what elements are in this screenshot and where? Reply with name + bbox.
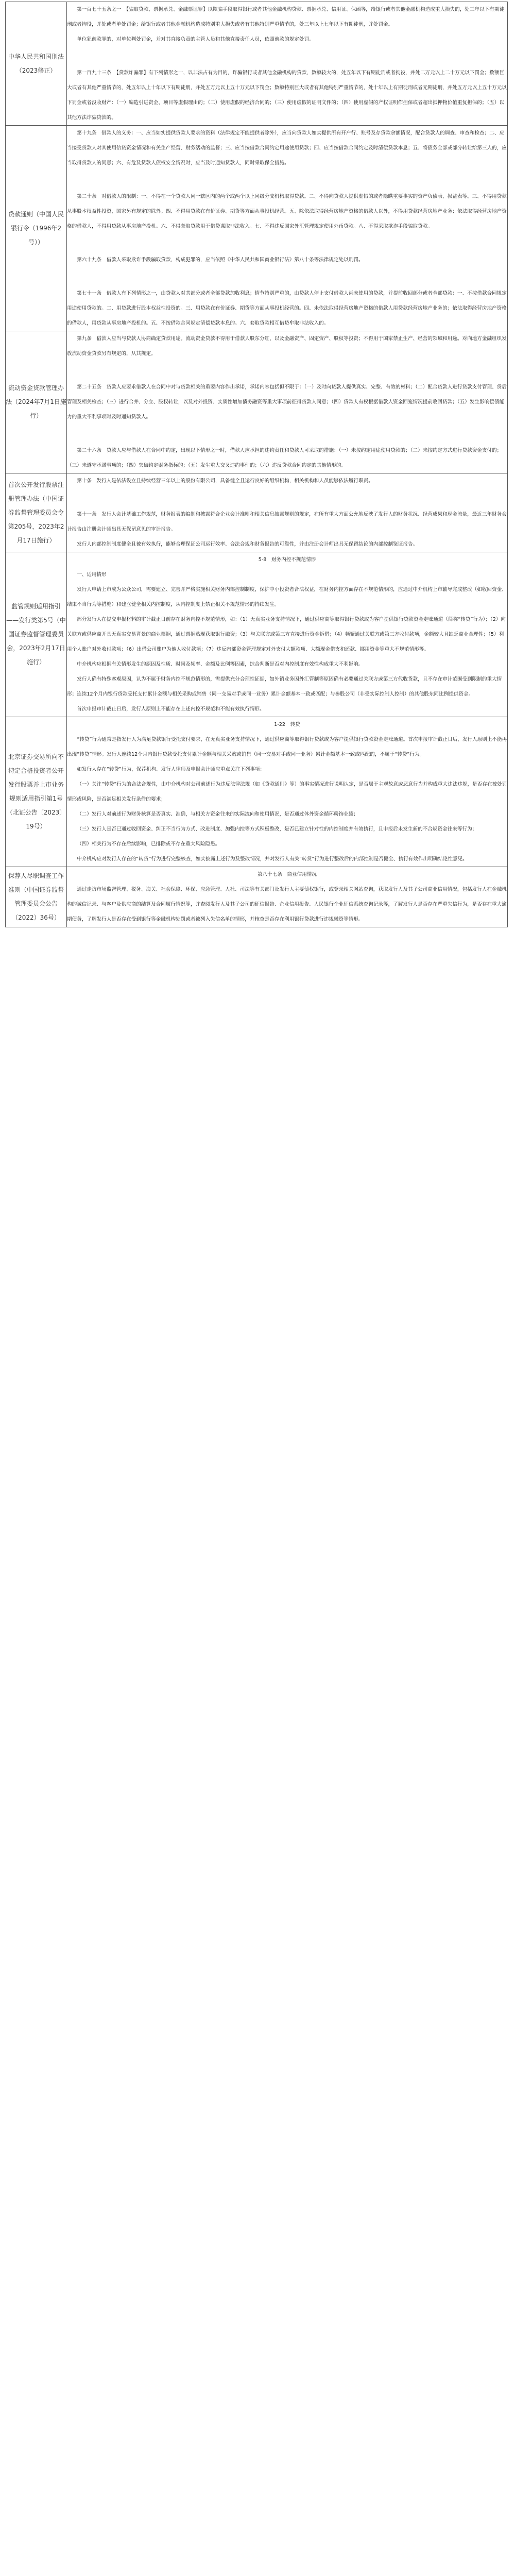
provision-paragraph: 第十条 发行人是依法设立且持续经营三年以上的股份有限公司，具备健全且运行良好的组织机构，相关机构和人员能够依法履行职责。 bbox=[77, 478, 373, 484]
provision-paragraph: 中介机构应根据有关情形发生的原因及性质、时间及频率、金额及比例等因素，综合判断是否对内控制度有效性构成重大不利影响。 bbox=[77, 662, 364, 667]
provision-paragraph: 发行人确有特殊客观原因，认为不属于财务内控不规范情形的，需提供充分合理性证据，如外销业务因外汇管制等原因确有必要通过关联方或第三方代收货款，且不存在审计范围受到限制的重大情形；连续12个月内银行贷款受托支付累计金额与相关采购或销售（同一交易对手或同一业务）累计金额基本一致或匹配；与参股公司（非受实际控制人控制）的其他股东同比例提供资金。 bbox=[67, 676, 502, 697]
provision-paragraph: 第十九条 借款人的义务：一、应当如实提供贷款人要求的资料（法律规定不能提供者除外），应当向贷款人如实提供所有开户行、账号及存贷款余额情况，配合贷款人的调查、审查和检查；二、应当接受贷款人对其使用信贷资金情况和有关生产经营、财务活动的监督；三、应当按借款合同约定用途使用贷款；四、应当按借款合同约定及时清偿贷款本息；五、将债务全部或部分转让给第三人的，应当取得贷款人的同意；六、有危及贷款人债权安全情况时，应当及时通知贷款人，同时采取保全措施。 bbox=[67, 130, 507, 166]
paragraph-spacer bbox=[67, 234, 507, 252]
law-source-cell bbox=[6, 867, 67, 927]
regulation-row bbox=[6, 126, 508, 331]
law-source-name: 北京证券交易所向不特定合格投资者公开发行股票并上市业务规则适用指引第1号（北证公告〔2023〕19号） bbox=[6, 753, 66, 830]
provision-paragraph: 中介机构应对发行人存在的“转贷”行为进行完整核查，如实披露上述行为及整改情况，并对发行人有关“转贷”行为进行整改后的内部控制是否健全、执行有效作出明确结论性意见。 bbox=[77, 856, 468, 862]
provision-content-cell bbox=[67, 552, 508, 717]
provision-paragraph: 第九条 借款人应当与贷款人协商确定贷款用途。流动资金贷款不得用于借款人股东分红，以及金融资产、固定资产、股权等投资；不得用于国家禁止生产、经营的领域和用途。对向地方金融组织发放流动资金贷款另有规定的，从其规定。 bbox=[67, 336, 507, 357]
law-source-name: 贷款通则（中国人民银行令（1996年2号）） bbox=[8, 210, 64, 246]
law-source-cell bbox=[6, 552, 67, 717]
paragraph-spacer bbox=[67, 488, 507, 507]
provision-paragraph: 第二十条 对借款人的限制：一、不得在一个贷款人同一辖区内的两个或两个以上同级分支机构取得贷款。二、不得向贷款人提供虚假的或者隐瞒重要事实的资产负债表、损益表等。三、不得用贷款从事股本权益性投资，国家另有规定的除外。四、不得用贷款在有价证券、期货等方面从事投机经营。五、除依法取得经营房地产资格的借款人以外，不得用贷款经营房地产业务；依法取得经营房地产资格的借款人，不得用贷款从事房地产投机。六、不得套取贷款用于借贷谋取非法收入。七、不得违反国家外汇管理规定使用外币贷款。八、不得采取欺诈手段骗取贷款。 bbox=[67, 194, 507, 229]
law-source-name: 监管规则适用指引——发行类第5号（中国证券监督管理委员会，2023年2月17日施行） bbox=[6, 603, 66, 666]
regulation-row bbox=[6, 552, 508, 717]
provision-paragraph: 通过走访市场监督管理、税务、海关、社会保障、环保、应急管理、人社、司法等有关部门及发行人主要债权银行，或登录相关网站查询，获取发行人及其子公司商业信用情况，包括发行人在金融机构的诚信记录、与客户及供应商的结算及合同履行情况等，并查阅发行人及其子公司的征信报告、企业信用报告、人民银行企业征信系统查询记录等，了解发行人是否存在严重失信行为，是否存在重大逾期债务，了解发行人是否存在受到银行等金融机构处罚或者被列入失信名单的情形，并核查是否存在利用银行贷款进行违规融资等情形。 bbox=[67, 887, 507, 922]
law-source-cell bbox=[6, 717, 67, 867]
law-source-name: 中华人民共和国刑法（2023修正） bbox=[8, 53, 64, 74]
regulation-row bbox=[6, 867, 508, 927]
provision-paragraph: 第六十九条 借款人采取欺诈手段骗取贷款，构成犯罪的，应当依照《中华人民共和国商业银行法》第八十条等法律规定处以刑罚。 bbox=[77, 257, 364, 263]
section-heading: 5-8 财务内控不规范情形 bbox=[258, 557, 316, 563]
provision-paragraph: 第七十一条 借款人有下列情形之一，由贷款人对其部分或者全部贷款加收利息；情节特别严重的，由贷款人停止支付借款人尚未使用的贷款，并提前收回部分或者全部贷款：一、不按借款合同规定用途使用贷款的。二、用贷款进行股本权益性投资的。三、用贷款在有价证券、期货等方面从事投机经营的。四、未依法取得经营房地产资格的借款人用贷款经营房地产业务的；依法取得经营房地产资格的借款人，用贷款从事房地产投机的。五、不按借款合同规定清偿贷款本息的。六、套取贷款相互借贷牟取非法收入的。 bbox=[67, 291, 507, 326]
provision-paragraph: 第十一条 发行人会计基础工作规范，财务报表的编制和披露符合企业会计准则和相关信息披露规则的规定，在所有重大方面公允地反映了发行人的财务状况、经营成果和现金流量，最近三年财务会计报告由注册会计师出具无保留意见的审计报告。 bbox=[67, 512, 507, 532]
paragraph-spacer bbox=[67, 425, 507, 443]
regulation-row bbox=[6, 331, 508, 473]
provision-paragraph: （四）相关行为不存在后续影响，已排除或不存在重大风险隐患。 bbox=[77, 841, 220, 847]
provision-paragraph: 第二十五条 贷款人应要求借款人在合同中对与贷款相关的重要内容作出承诺，承诺内容包括但不限于：（一）及时向贷款人提供真实、完整、有效的材料；（二）配合贷款人进行贷款支付管理、贷后管理及相关检查；（三）进行合并、分立、股权转让，以及对外投资、实质性增加债务融资等重大事项前征得贷款人同意；（四）贷款人有权根据借款人资金回笼情况提前收回贷款；（五）发生影响偿债能力的重大不利事项时及时通知贷款人。 bbox=[67, 384, 507, 420]
provision-paragraph: “转贷”行为通常是指发行人为满足贷款银行受托支付要求，在无真实业务支持情况下，通过供应商等取得银行贷款或为客户提供银行贷款资金走账通道。首次申报审计截止日后，发行人原则上不能再出现“转贷”情形。发行人连续12个月内银行贷款受托支付累计金额与相关采购或销售（同一交易对手或同一业务）累计金额基本一致或匹配的，不属于“转贷”行为。 bbox=[67, 737, 507, 757]
paragraph-spacer bbox=[67, 267, 507, 286]
law-source-name: 首次公开发行股票注册管理办法（中国证券监督管理委员会令第205号，2023年2月17日施行） bbox=[8, 481, 64, 544]
provision-paragraph: 发行人申请上市成为公众公司，需要建立、完善并严格实施相关财务内部控制制度，保护中小投资者合法权益，在财务内控方面存在不规范情形的，应通过中介机构上市辅导完成整改（如收回资金、结束不当行为等措施）和建立健全相关内控制度，从内控制度上禁止相关不规范情形的持续发生。 bbox=[67, 587, 507, 607]
provision-paragraph: 单位犯前款罪的，对单位判处罚金，并对其直接负责的主管人员和其他直接责任人员，依照前款的规定处罚。 bbox=[77, 37, 314, 42]
law-source-cell bbox=[6, 2, 67, 126]
law-source-name: 流动资金贷款管理办法（2024年7月1日施行） bbox=[6, 384, 66, 419]
provision-paragraph: （三）发行人是否已通过收回资金、纠正不当行为方式、改进制度、加强内控等方式积极整改，是否已建立针对性的内控制度并有效执行，且申报后未发生新的不合规资金往来等行为； bbox=[77, 826, 477, 832]
law-source-cell bbox=[6, 126, 67, 331]
provision-paragraph: 第一百七十五条之一 【骗取贷款、票据承兑、金融票证罪】以欺骗手段取得银行或者其他金融机构贷款、票据承兑、信用证、保函等，给银行或者其他金融机构造成重大损失的，处三年以下有期徒刑或者拘役，并处或者单处罚金；给银行或者其他金融机构造成特别重大损失或者有其他特别严重情节的，处三年以上七年以下有期徒刑，并处罚金。 bbox=[67, 7, 505, 27]
provision-content-cell bbox=[67, 867, 508, 927]
provision-paragraph: 第二十六条 贷款人应与借款人在合同中约定，出现以下情形之一时，借款人应承担的违约责任和贷款人可采取的措施：（一）未按约定用途使用贷款的；（二）未按约定方式进行贷款资金支付的；（三）未遵守承诺事项的；（四）突破约定财务指标的；（五）发生重大交叉违约事件的；（六）违反贷款合同约定的其他情形的。 bbox=[67, 448, 502, 468]
provision-content-cell bbox=[67, 126, 508, 331]
provision-paragraph: 一、适用情形 bbox=[77, 572, 107, 578]
provision-content-cell bbox=[67, 331, 508, 473]
regulation-row bbox=[6, 2, 508, 126]
section-heading: 第八十七条 商业信用情况 bbox=[257, 872, 317, 877]
regulation-table bbox=[5, 2, 508, 927]
paragraph-spacer bbox=[67, 361, 507, 380]
provision-paragraph: 部分发行人在提交申报材料的审计截止日前存在财务内控不规范情形，如：（1）无真实业务支持情况下，通过供应商等取得银行贷款或为客户提供银行贷款资金走账通道（简称“转贷”行为）；（2）向关联方或供应商开具无真实交易背景的商业票据，通过票据贴现获取银行融资；（3）与关联方或第三方直接进行资金拆借；（4）频繁通过关联方或第三方收付款项，金额较大且缺乏商业合理性；（5）利用个人账户对外收付款项；（6）出借公司账户为他人收付款项；（7）违反内部资金管理规定对外支付大额款项、大额现金借支和还款、挪用资金等重大不规范情形等。 bbox=[67, 617, 506, 652]
law-source-cell bbox=[6, 473, 67, 552]
provision-content-cell bbox=[67, 717, 508, 867]
law-source-name: 保荐人尽职调查工作准则（中国证券监督管理委员会公告（2022）36号） bbox=[8, 872, 64, 921]
provision-paragraph: 发行人内部控制制度健全且被有效执行，能够合理保证公司运行效率、合法合规和财务报告的可靠性，并由注册会计师出具无保留结论的内部控制鉴证报告。 bbox=[77, 541, 418, 547]
section-heading: 1-22 转贷 bbox=[274, 722, 300, 727]
regulation-row bbox=[6, 717, 508, 867]
provision-paragraph: （一）关注“转贷”行为的合法合规性，由中介机构对公司前述行为违反法律法规（如《贷款通则》等）的事实情况进行说明认定，是否属于主观故意或恶意行为并构成重大违法违规，是否存在被处罚情形或风险，是否满足相关发行条件的要求； bbox=[67, 782, 507, 802]
regulation-row bbox=[6, 473, 508, 552]
provision-paragraph: （二）发行人对前述行为财务核算是否真实、准确，与相关方资金往来的实际流向和使用情况，是否通过体外资金循环粉饰业绩； bbox=[77, 811, 359, 817]
law-source-cell bbox=[6, 331, 67, 473]
provision-paragraph: 首次申报审计截止日后，发行人原则上不能存在上述内控不规范和不能有效执行情形。 bbox=[77, 706, 265, 712]
provision-content-cell bbox=[67, 473, 508, 552]
provision-content-cell bbox=[67, 2, 508, 126]
paragraph-spacer bbox=[67, 171, 507, 189]
provision-paragraph: 第一百九十三条 【贷款诈骗罪】有下列情形之一，以非法占有为目的，诈骗银行或者其他金融机构的贷款，数额较大的，处五年以下有期徒刑或者拘役，并处二万元以上二十万元以下罚金；数额巨大或者有其他严重情节的，处五年以上十年以下有期徒刑，并处五万元以上五十万元以下罚金；数额特别巨大或者有其他特别严重情节的，处十年以上有期徒刑或者无期徒刑，并处五万元以上五十万元以下罚金或者没收财产：（一）编造引进资金、项目等虚假理由的；（二）使用虚假的经济合同的；（三）使用虚假的证明文件的；（四）使用虚假的产权证明作担保或者超出抵押物价值重复担保的；（五）以其他方法诈骗贷款的。 bbox=[67, 70, 507, 121]
provision-paragraph: 如发行人存在“转贷”行为，保荐机构、发行人律师及申报会计师应重点关注下列事项： bbox=[77, 767, 265, 772]
paragraph-spacer bbox=[67, 47, 507, 65]
